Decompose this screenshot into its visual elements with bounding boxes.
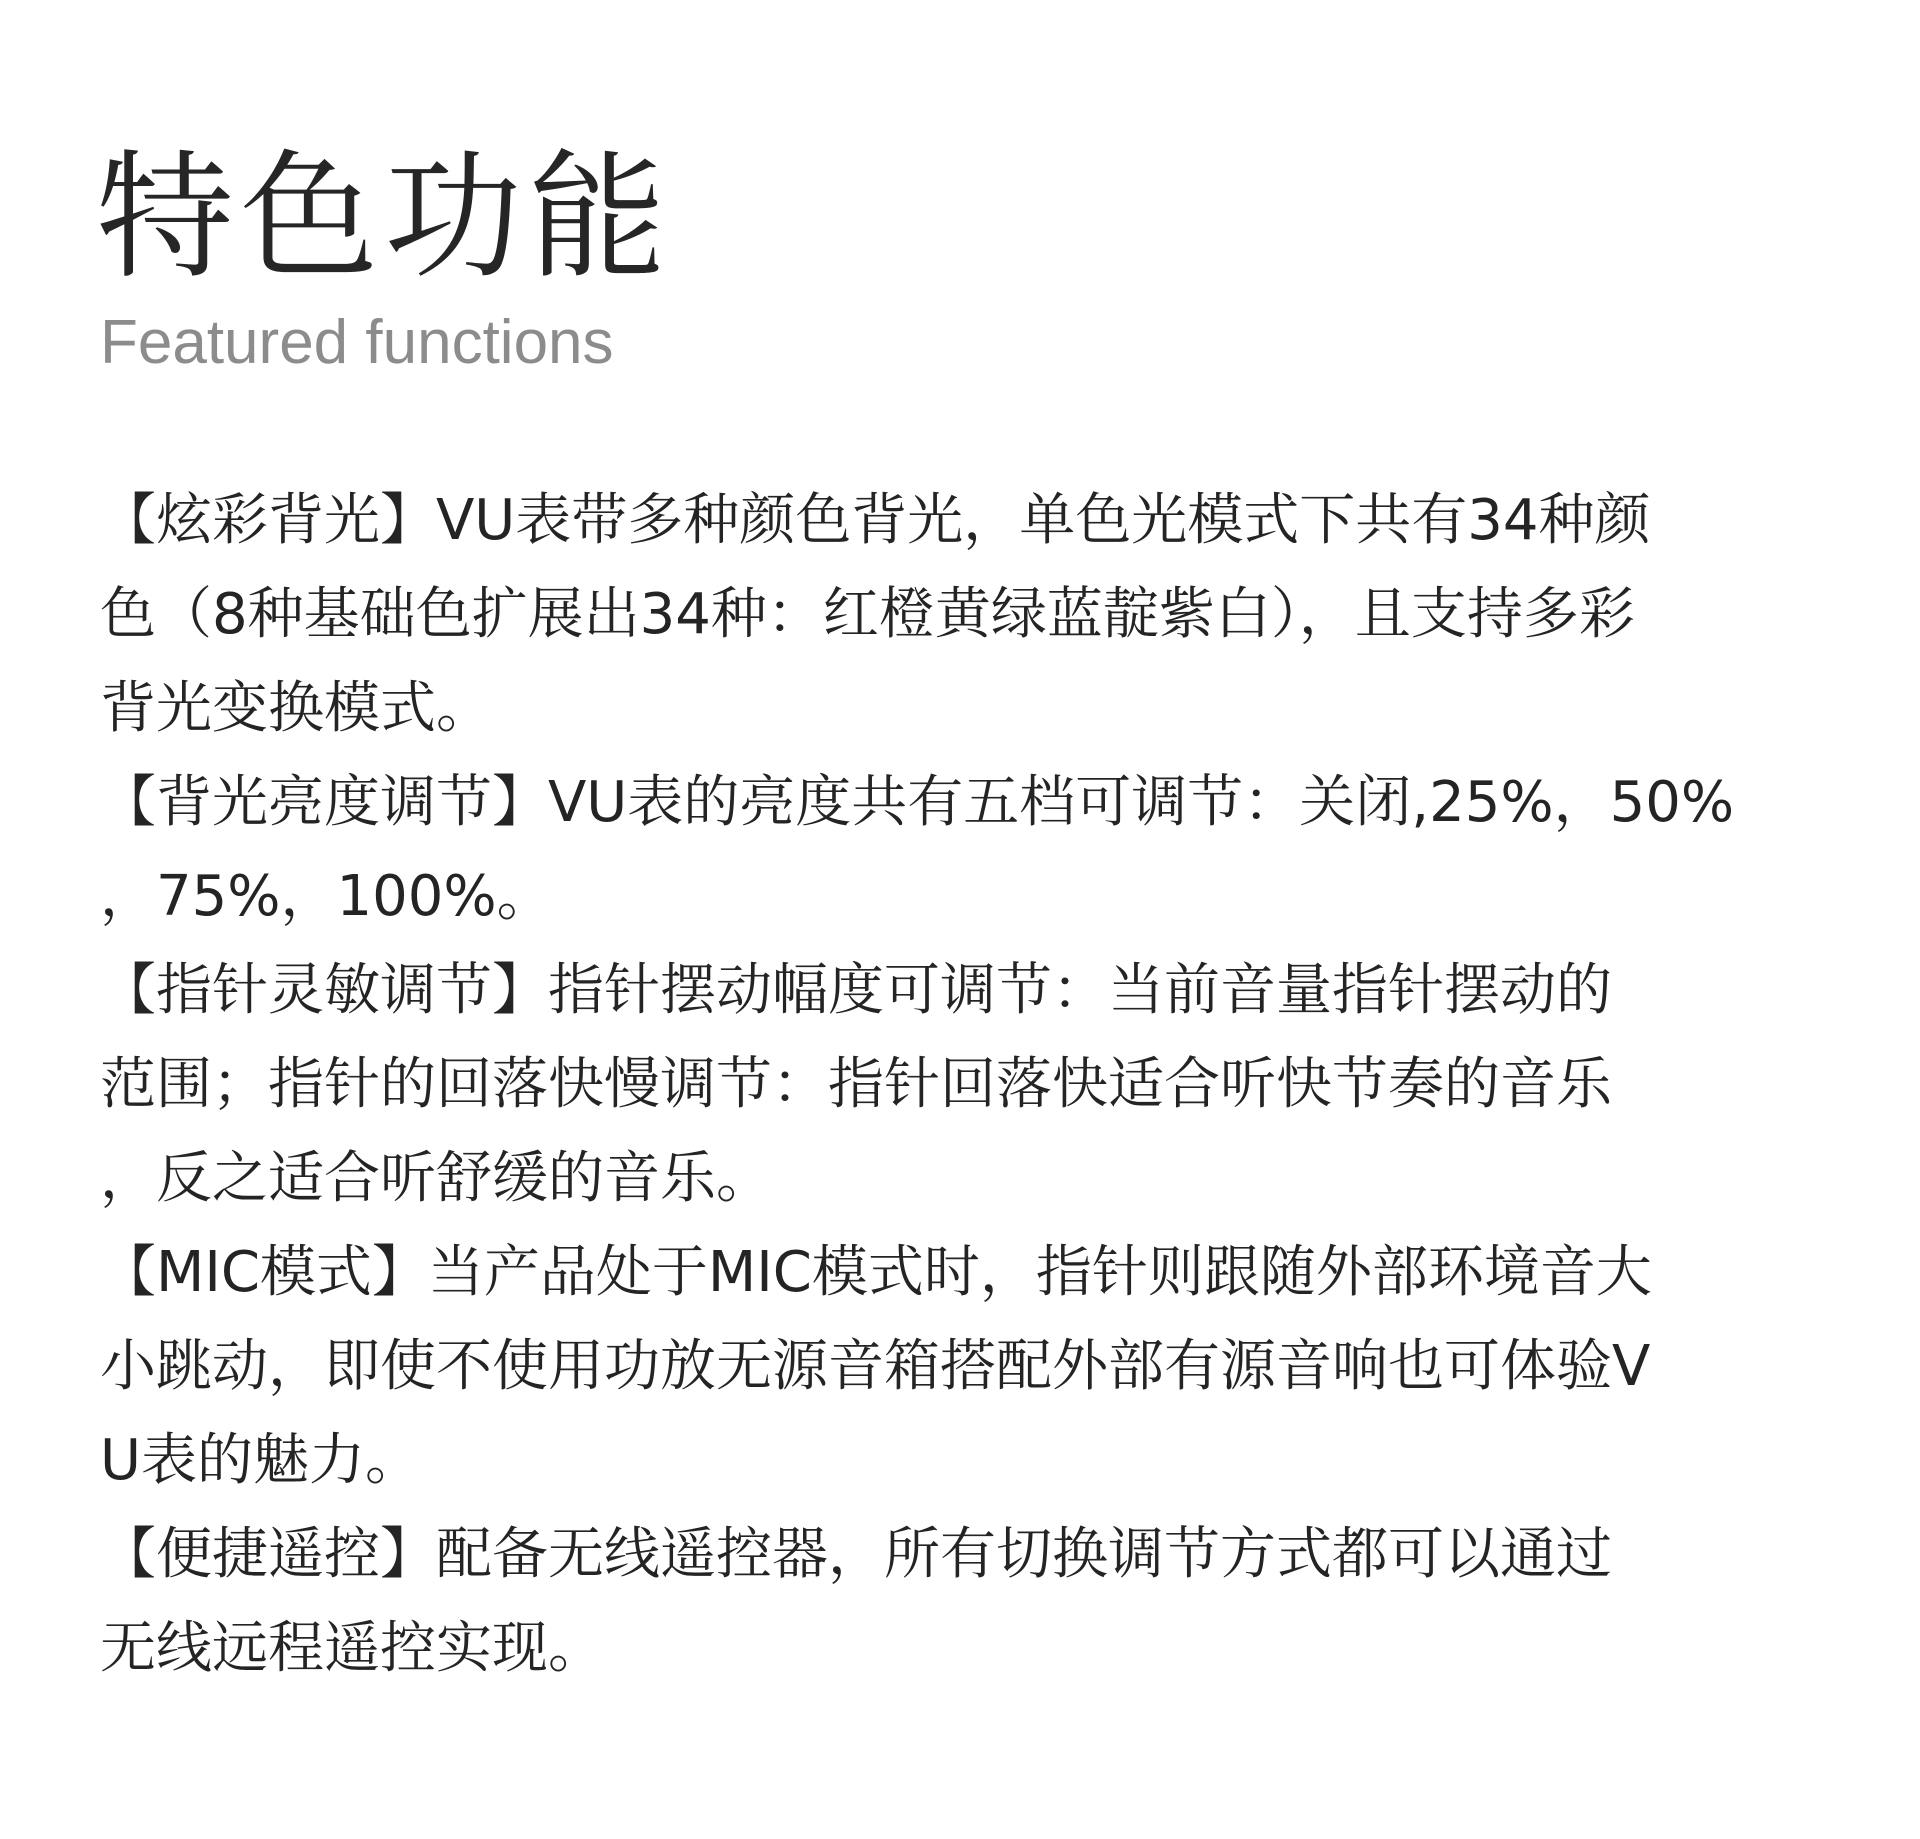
page-title: 特色功能 <box>96 137 673 298</box>
text-line: ，75%，100%。 <box>100 864 553 929</box>
text-line: 背光变换模式。 <box>100 676 492 741</box>
text-line: 无线远程遥控实现。 <box>100 1616 604 1681</box>
text-line: U表的魅力。 <box>100 1428 421 1493</box>
text-line: 【背光亮度调节】VU表的亮度共有五档可调节：关闭,25%，50% <box>100 770 1735 835</box>
text-line: 【指针灵敏调节】指针摆动幅度可调节：当前音量指针摆动的 <box>100 958 1612 1023</box>
text-line: 小跳动，即使不使用功放无源音箱搭配外部有源音响也可体验V <box>100 1334 1651 1399</box>
text-line: 范围；指针的回落快慢调节：指针回落快适合听快节奏的音乐 <box>100 1052 1612 1117</box>
feature-description <box>100 474 1840 1696</box>
text-line: 【MIC模式】当产品处于MIC模式时，指针则跟随外部环境音大 <box>100 1240 1652 1305</box>
text-line: 色（8种基础色扩展出34种：红橙黄绿蓝靛紫白），且支持多彩 <box>100 582 1635 647</box>
text-line: 【便捷遥控】配备无线遥控器，所有切换调节方式都可以通过 <box>100 1522 1612 1587</box>
page-subtitle: Featured functions <box>100 308 614 377</box>
text-line: 【炫彩背光】VU表带多种颜色背光，单色光模式下共有34种颜 <box>100 488 1651 553</box>
text-line: ，反之适合听舒缓的音乐。 <box>100 1146 772 1211</box>
